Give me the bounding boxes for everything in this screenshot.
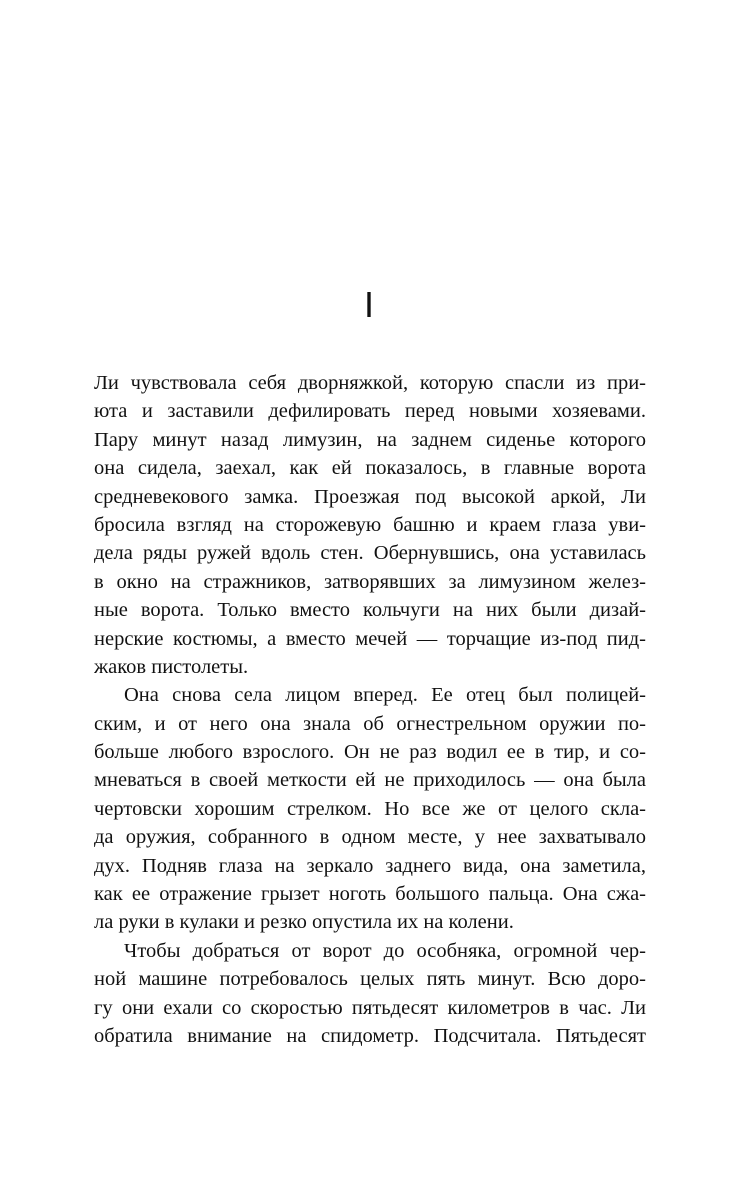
text-line: она сидела, заехал, как ей показалось, в главные ворота [94, 457, 646, 480]
text-line: ной машине потребовалось целых пять минут. Всю доро- [94, 968, 646, 991]
text-line: в окно на стражников, затворявших за лимузином желез- [94, 570, 646, 593]
text-line: Пару минут назад лимузин, на заднем сиденье которого [94, 428, 646, 451]
chapter-text [94, 369, 646, 1050]
text-line: дела ряды ружей вдоль стен. Обернувшись, она уставилась [94, 542, 646, 565]
text-line: ла руки в кулаки и резко опустила их на колени. [94, 911, 514, 934]
text-line: жаков пистолеты. [94, 655, 249, 678]
text-line: ским, и от него она знала об огнестрельном оружии по- [94, 712, 646, 735]
text-line: Она снова села лицом вперед. Ее отец был полицей- [124, 684, 646, 707]
text-line: да оружия, собранного в одном месте, у нее захватывало [94, 826, 646, 849]
text-line: как ее отражение грызет ноготь большого пальца. Она сжа- [94, 883, 646, 906]
text-line: дух. Подняв глаза на зеркало заднего вида, она заметила, [94, 854, 646, 877]
text-line: Чтобы добраться от ворот до особняка, огромной чер- [124, 939, 646, 962]
text-line: чертовски хорошим стрелком. Но все же от целого скла- [94, 797, 646, 820]
text-line: ные ворота. Только вместо кольчуги на них были дизай- [94, 599, 646, 622]
text-line: гу они ехали со скоростью пятьдесят километров в час. Ли [94, 996, 646, 1019]
text-line: мневаться в своей меткости ей не приходилось — она была [94, 769, 646, 792]
text-line: юта и заставили дефилировать перед новыми хозяевами. [94, 400, 646, 423]
text-line: нерские костюмы, а вместо мечей — торчащие из-под пид- [94, 627, 646, 650]
text-line: обратила внимание на спидометр. Подсчитала. Пятьдесят [94, 1024, 646, 1047]
text-line: Ли чувствовала себя дворняжкой, которую спасли из при- [94, 372, 646, 394]
text-line: больше любого взрослого. Он не раз водил ее в тир, и со- [94, 741, 646, 764]
chapter-number: I [363, 284, 374, 325]
text-line: средневекового замка. Проезжая под высокой аркой, Ли [94, 485, 646, 508]
text-line: бросила взгляд на сторожевую башню и краем глаза уви- [94, 513, 646, 536]
